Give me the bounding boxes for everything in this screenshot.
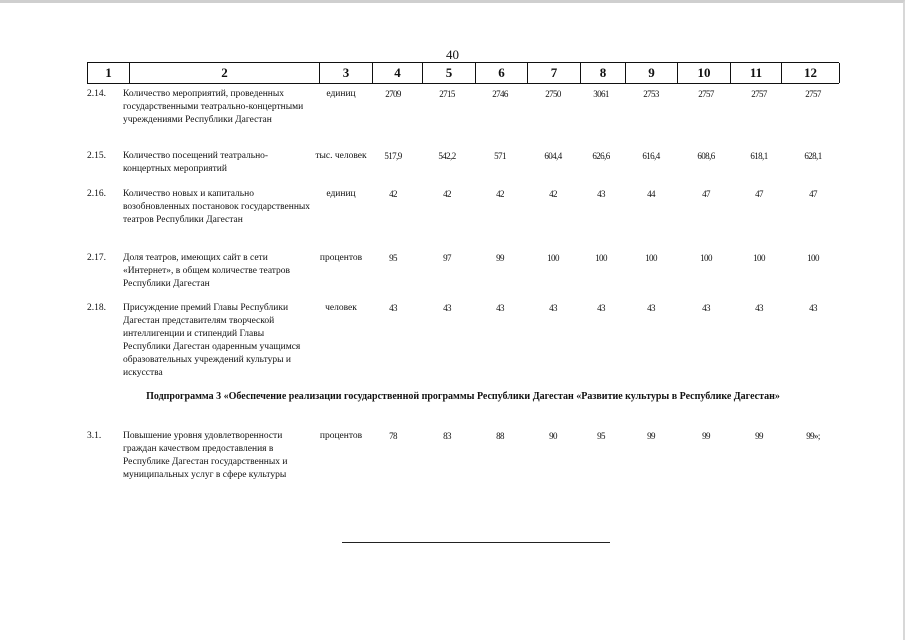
row-name: Повышение уровня удовлетворенности граждан качеством предоставления в Республике Дагестан государственных и муниципальных услуг в сфере культуры — [123, 431, 288, 480]
row-value: 100 — [700, 253, 712, 263]
header-col-2: 2 — [130, 63, 320, 83]
row-number: 2.17. — [87, 253, 106, 263]
header-col-6: 6 — [476, 63, 528, 83]
row-value: 43 — [496, 303, 504, 313]
row-value: 626,6 — [592, 151, 610, 161]
row-value: 2753 — [643, 89, 659, 99]
page-number: 40 — [446, 47, 459, 62]
row-value: 99 — [647, 431, 655, 441]
header-col-9: 9 — [626, 63, 678, 83]
row-value: 2757 — [805, 89, 821, 99]
row-value: 42 — [443, 189, 451, 199]
row-value: 78 — [389, 431, 397, 441]
row-number: 2.15. — [87, 151, 106, 161]
row-value: 100 — [807, 253, 819, 263]
row-value: 43 — [702, 303, 710, 313]
row-value: 608,6 — [697, 151, 715, 161]
row-number: 2.18. — [87, 303, 106, 313]
row-number: 2.14. — [87, 89, 106, 99]
row-value: 47 — [755, 189, 763, 199]
row-unit: процентов — [319, 431, 363, 441]
row-value: 43 — [809, 303, 817, 313]
row-value: 90 — [549, 431, 557, 441]
row-value: 2757 — [751, 89, 767, 99]
header-col-4: 4 — [373, 63, 423, 83]
row-name: Количество новых и капитально возобновленных постановок государственных театров Республики Дагестан — [123, 189, 311, 225]
row-value: 47 — [809, 189, 817, 199]
header-col-11: 11 — [731, 63, 782, 83]
row-value: 100 — [645, 253, 657, 263]
row-value: 100 — [595, 253, 607, 263]
header-col-1: 1 — [88, 63, 130, 83]
row-name: Доля театров, имеющих сайт в сети «Интернет», в общем количестве театров Республики Дагестан — [123, 253, 291, 289]
row-value: 99 — [702, 431, 710, 441]
row-value: 43 — [443, 303, 451, 313]
row-value: 2709 — [385, 89, 401, 99]
row-value: 43 — [389, 303, 397, 313]
row-value: 43 — [647, 303, 655, 313]
row-value: 43 — [597, 303, 605, 313]
header-col-7: 7 — [528, 63, 581, 83]
row-name: Количество посещений театрально-концертных мероприятий — [123, 151, 269, 174]
row-value: 2715 — [439, 89, 455, 99]
end-divider — [342, 542, 610, 543]
row-value: 44 — [647, 189, 655, 199]
row-unit: единиц — [326, 189, 356, 199]
header-col-3: 3 — [320, 63, 373, 83]
header-col-10: 10 — [678, 63, 731, 83]
row-name: Присуждение премий Главы Республики Дагестан представителям творческой интеллигенции и стипендий Главы Республики Дагестан одаренным учащимся образовательных учреждений культуры и искусства — [123, 303, 301, 378]
row-unit: тыс. человек — [315, 151, 367, 161]
row-value: 99 — [755, 431, 763, 441]
row-value: 42 — [389, 189, 397, 199]
table-header-row — [87, 62, 839, 84]
row-value: 95 — [597, 431, 605, 441]
row-value: 517,9 — [384, 151, 402, 161]
row-value: 604,4 — [544, 151, 562, 161]
row-value: 100 — [547, 253, 559, 263]
header-col-8: 8 — [581, 63, 626, 83]
row-unit: человек — [325, 303, 357, 313]
row-value: 2746 — [492, 89, 508, 99]
row-value: 99 — [496, 253, 504, 263]
row-value: 43 — [549, 303, 557, 313]
row-value: 99»; — [806, 431, 820, 441]
row-value: 97 — [443, 253, 451, 263]
row-value: 2757 — [698, 89, 714, 99]
row-number: 2.16. — [87, 189, 106, 199]
row-value: 542,2 — [438, 151, 456, 161]
row-value: 616,4 — [642, 151, 660, 161]
row-value: 83 — [443, 431, 451, 441]
row-value: 571 — [494, 151, 506, 161]
row-value: 2750 — [545, 89, 561, 99]
row-value: 43 — [755, 303, 763, 313]
row-value: 88 — [496, 431, 504, 441]
row-value: 95 — [389, 253, 397, 263]
row-number: 3.1. — [87, 431, 102, 441]
row-value: 618,1 — [750, 151, 768, 161]
row-unit: единиц — [326, 89, 356, 99]
row-value: 43 — [597, 189, 605, 199]
row-value: 47 — [702, 189, 710, 199]
row-value: 42 — [496, 189, 504, 199]
row-value: 42 — [549, 189, 557, 199]
row-value: 628,1 — [804, 151, 822, 161]
header-col-5: 5 — [423, 63, 476, 83]
row-unit: процентов — [319, 253, 363, 263]
header-col-12: 12 — [782, 63, 840, 83]
row-value: 3061 — [593, 89, 609, 99]
row-name: Количество мероприятий, проведенных государственными театрально-концертными учреждениями Республики Дагестан — [123, 89, 304, 125]
row-value: 100 — [753, 253, 765, 263]
subprogram-title: Подпрограмма 3 «Обеспечение реализации государственной программы Республики Дагестан «Развитие культуры в Республике Дагестан» — [146, 391, 780, 402]
